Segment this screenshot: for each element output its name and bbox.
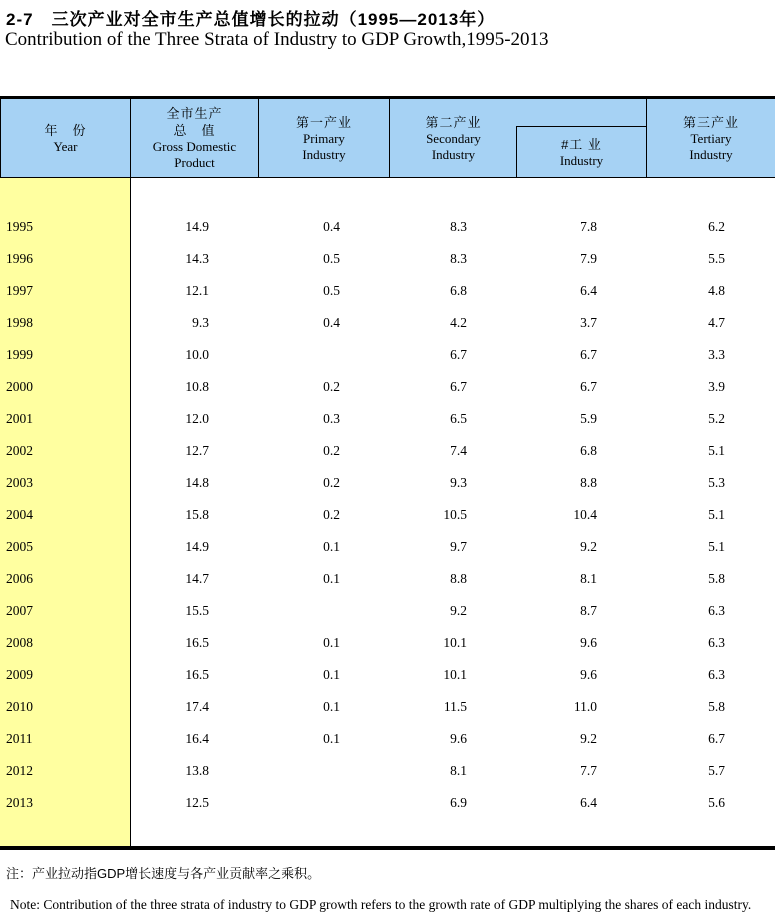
tertiary-cell: 5.8 [708,699,725,714]
secondary-cell: 6.9 [450,795,467,810]
gdp-cell: 16.5 [185,667,209,682]
gdp-cell: 13.8 [185,763,209,778]
header-tertiary-industry [647,99,775,177]
secondary-cell: 11.5 [443,699,467,714]
page-title-zh: 2-7 三次产业对全市生产总值增长的拉动（1995—2013年） [6,10,496,29]
primary-cell [259,595,390,627]
industry-cell: 9.2 [580,539,597,554]
tertiary-cell: 6.3 [708,667,725,682]
secondary-cell: 10.5 [443,507,467,522]
tertiary-cell: 5.1 [708,443,725,458]
secondary-cell: 6.7 [450,379,467,394]
year-cell: 2002 [6,443,33,458]
year-cell: 2003 [6,475,33,490]
header-year-zh: 年 份 [44,122,87,138]
header-secondary-en1: Secondary [426,130,481,146]
header-tertiary-zh: 第三产业 [682,114,739,130]
primary-cell [259,787,390,819]
year-cell: 1996 [6,251,33,266]
primary-cell: 0.5 [323,283,340,298]
table-row [0,435,775,467]
industry-cell: 9.6 [580,667,597,682]
year-cell: 2000 [6,379,33,394]
table-body [0,178,775,850]
year-cell: 2007 [6,603,33,618]
secondary-cell: 10.1 [443,635,467,650]
industry-cell: 8.7 [580,603,597,618]
table-row [0,659,775,691]
tertiary-cell: 6.3 [708,635,725,650]
industry-cell: 9.6 [580,635,597,650]
header-tertiary-en2: Industry [689,146,733,162]
gdp-cell: 14.8 [185,475,209,490]
gdp-cell: 16.5 [185,635,209,650]
primary-cell: 0.1 [323,731,340,746]
tertiary-cell: 5.1 [708,539,725,554]
secondary-cell: 9.2 [450,603,467,618]
secondary-cell: 9.6 [450,731,467,746]
table-row [0,787,775,819]
primary-cell [259,755,390,787]
industry-cell: 7.9 [580,251,597,266]
year-cell: 1995 [6,219,33,234]
tertiary-cell: 5.7 [708,763,725,778]
header-gdp-zh2: 总 值 [173,123,216,138]
table-row [0,563,775,595]
header-gdp-en2: Product [174,155,215,170]
secondary-cell: 8.8 [450,571,467,586]
gdp-cell: 14.9 [185,219,209,234]
year-cell: 1998 [6,315,33,330]
footnote-en: Note: Contribution of the three strata of industry to GDP growth refers to the growth rate of GDP multiplying the shares of each industry. [10,897,752,912]
year-cell: 2010 [6,699,33,714]
table-header-row [0,99,775,178]
tertiary-cell: 6.7 [708,731,725,746]
year-cell: 1999 [6,347,33,362]
table-row [0,307,775,339]
table-row [0,243,775,275]
industry-cell: 11.0 [573,699,597,714]
tertiary-cell: 3.3 [708,347,725,362]
secondary-cell: 4.2 [450,315,467,330]
header-gdp-en1: Gross Domestic [152,139,237,154]
year-cell: 1997 [6,283,33,298]
primary-cell: 0.1 [323,539,340,554]
footnote-zh: 注：产业拉动指GDP增长速度与各产业贡献率之乘积。 [6,866,321,881]
gdp-cell: 12.0 [185,411,209,426]
header-industry-zh: #工 业 [561,136,602,152]
table-row [0,531,775,563]
industry-cell: 5.9 [580,411,597,426]
primary-cell: 0.1 [323,571,340,586]
industry-cell: 6.4 [580,283,597,298]
secondary-cell: 8.3 [450,251,467,266]
year-cell: 2013 [6,795,33,810]
year-cell: 2005 [6,539,33,554]
year-cell: 2004 [6,507,33,522]
header-secondary-industry [390,99,517,177]
table-body-rows [0,211,775,819]
industry-cell: 6.4 [580,795,597,810]
year-cell: 2011 [6,731,33,746]
industry-cell: 9.2 [580,731,597,746]
industry-cell: 7.8 [580,219,597,234]
table-row [0,595,775,627]
industry-cell: 8.1 [580,571,597,586]
primary-cell [259,339,390,371]
primary-cell: 0.1 [323,699,340,714]
industry-cell: 3.7 [580,315,597,330]
year-cell: 2012 [6,763,33,778]
gdp-cell: 15.8 [185,507,209,522]
industry-cell: 6.7 [580,347,597,362]
table-row [0,499,775,531]
tertiary-cell: 5.3 [708,475,725,490]
secondary-cell: 6.7 [450,347,467,362]
secondary-cell: 8.1 [450,763,467,778]
table-row [0,627,775,659]
header-industry-subcolumn [516,126,646,177]
year-cell: 2009 [6,667,33,682]
year-cell: 2008 [6,635,33,650]
secondary-cell: 9.7 [450,539,467,554]
header-secondary-en2: Industry [431,146,476,162]
industry-cell: 8.8 [580,475,597,490]
page-title-en: Contribution of the Three Strata of Industry to GDP Growth,1995-2013 [5,29,549,50]
primary-cell: 0.2 [323,475,340,490]
table-row [0,403,775,435]
tertiary-cell: 4.8 [708,283,725,298]
gdp-cell: 10.8 [185,379,209,394]
header-secondary-zh: 第二产业 [425,114,482,130]
primary-cell: 0.1 [323,635,340,650]
header-year [1,99,131,177]
header-primary-en1: Primary [303,130,345,146]
gdp-cell: 14.3 [185,251,209,266]
gdp-cell: 16.4 [185,731,209,746]
header-gdp-zh1: 全市生产 [166,106,223,121]
tertiary-cell: 3.9 [708,379,725,394]
primary-cell: 0.5 [323,251,340,266]
table-row [0,211,775,243]
header-primary-en2: Industry [302,146,346,162]
table-row [0,691,775,723]
tertiary-cell: 5.5 [708,251,725,266]
industry-cell: 6.8 [580,443,597,458]
industry-cell: 7.7 [580,763,597,778]
tertiary-cell: 6.3 [708,603,725,618]
header-year-en: Year [53,138,78,154]
gdp-cell: 15.5 [185,603,209,618]
secondary-cell: 9.3 [450,475,467,490]
gdp-cell: 12.7 [185,443,209,458]
primary-cell: 0.4 [323,315,340,330]
secondary-cell: 7.4 [450,443,467,458]
secondary-cell: 6.8 [450,283,467,298]
secondary-cell: 8.3 [450,219,467,234]
table-row [0,467,775,499]
year-cell: 2006 [6,571,33,586]
gdp-cell: 14.9 [185,539,209,554]
gdp-cell: 14.7 [185,571,209,586]
primary-cell: 0.1 [323,667,340,682]
tertiary-cell: 6.2 [708,219,725,234]
primary-cell: 0.3 [323,411,340,426]
gdp-cell: 12.1 [185,283,209,298]
table-row [0,275,775,307]
primary-cell: 0.2 [323,443,340,458]
tertiary-cell: 5.8 [708,571,725,586]
primary-cell: 0.4 [323,219,340,234]
table-row [0,339,775,371]
tertiary-cell: 5.6 [708,795,725,810]
gdp-cell: 9.3 [192,315,209,330]
gdp-cell: 17.4 [185,699,209,714]
statistics-table [0,96,775,850]
tertiary-cell: 5.1 [708,507,725,522]
gdp-cell: 12.5 [185,795,209,810]
header-tertiary-en1: Tertiary [690,130,732,146]
header-secondary-group [390,99,647,177]
tertiary-cell: 5.2 [708,411,725,426]
header-primary-industry [259,99,390,177]
table-row [0,723,775,755]
primary-cell: 0.2 [323,379,340,394]
secondary-cell: 6.5 [450,411,467,426]
header-gdp [131,99,259,177]
secondary-cell: 10.1 [443,667,467,682]
industry-cell: 6.7 [580,379,597,394]
header-industry-en: Industry [559,152,604,168]
primary-cell: 0.2 [323,507,340,522]
table-row [0,755,775,787]
year-cell: 2001 [6,411,33,426]
table-row [0,371,775,403]
tertiary-cell: 4.7 [708,315,725,330]
header-primary-zh: 第一产业 [295,114,352,130]
industry-cell: 10.4 [573,507,597,522]
gdp-cell: 10.0 [185,347,209,362]
